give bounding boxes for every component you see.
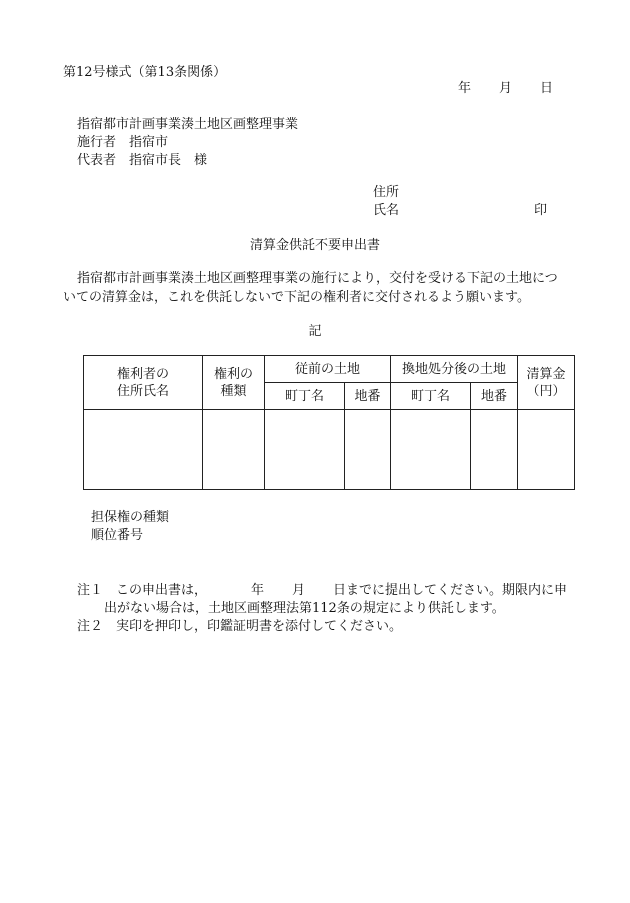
subheader-before-lot: 地番 [345,383,391,410]
addressee-project: 指宿都市計画事業湊土地区画整理事業 [77,117,299,132]
date-day-label: 日 [540,81,554,96]
cell-after-town[interactable] [391,410,471,490]
applicant-address-label: 住所 [373,185,400,200]
cell-before-lot[interactable] [345,410,391,490]
security-type-label: 担保権の種類 [91,510,170,525]
security-order-label: 順位番号 [91,528,144,543]
rights-holder-table [83,355,575,490]
cell-right-type[interactable] [203,410,265,490]
note1-year: 年 [251,583,265,598]
cell-after-lot[interactable] [471,410,518,490]
subheader-before-town: 町丁名 [265,383,345,410]
cell-holder[interactable] [84,410,203,490]
subheader-after-town: 町丁名 [391,383,471,410]
subheader-after-lot: 地番 [471,383,518,410]
seal-mark: 印 [534,203,548,218]
note1-day-suffix: 日までに提出してください。期限内に申 [333,583,568,598]
note1-prefix: 注１ この申出書は， [77,583,208,598]
addressee-representative: 代表者 指宿市長 様 [77,153,208,168]
body-text-line1: 指宿都市計画事業湊土地区画整理事業の施行により，交付を受ける下記の土地につ [77,271,558,286]
note-1-line2: 出がない場合は，土地区画整理法第112条の規定により供託します。 [104,601,505,616]
body-text-line2: いての清算金は，これを供託しないで下記の権利者に交付されるよう願います。 [63,290,530,305]
cell-before-town[interactable] [265,410,345,490]
note-2: 注２ 実印を押印し，印鑑証明書を添付してください。 [77,619,403,634]
note1-month: 月 [292,583,306,598]
header-holder: 権利者の 住所氏名 [84,356,203,410]
addressee-executor: 施行者 指宿市 [77,135,169,150]
form-number: 第12号様式（第13条関係） [63,65,227,80]
header-before-land: 従前の土地 [265,356,391,383]
ki-heading: 記 [308,324,322,339]
table-row [84,410,575,490]
date-line [458,80,553,98]
header-right-type: 権利の 種類 [203,356,265,410]
header-after-land: 換地処分後の土地 [391,356,518,383]
document-title: 清算金供託不要申出書 [249,238,380,253]
applicant-name-label: 氏名 [373,203,400,218]
note-1 [77,582,567,600]
cell-settlement[interactable] [518,410,575,490]
header-settlement: 清算金 （円） [518,356,575,410]
date-month-label: 月 [499,81,513,96]
date-year-label: 年 [458,81,472,96]
